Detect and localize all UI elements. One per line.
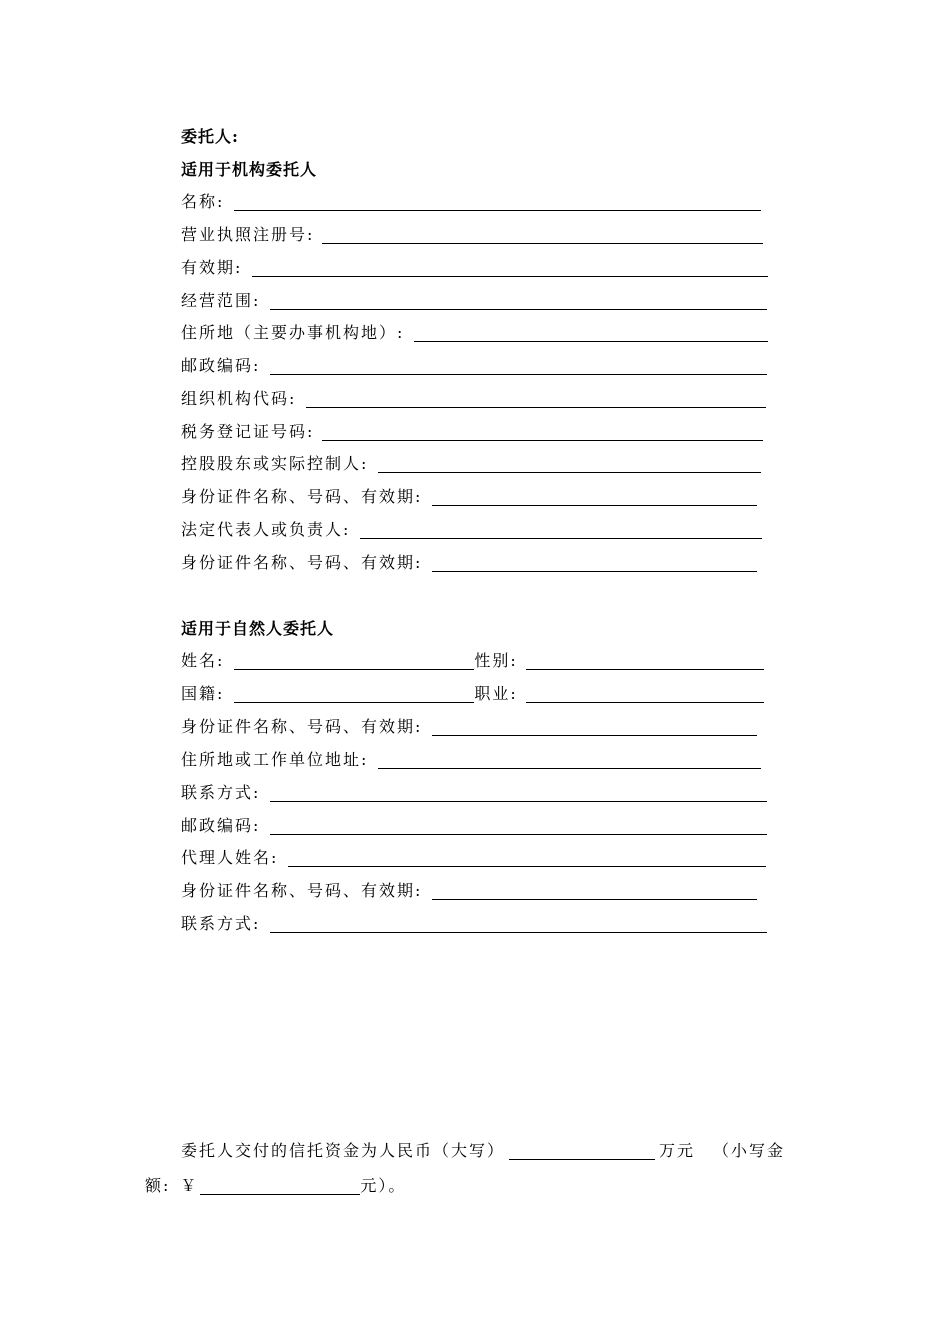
fill-in-line[interactable] bbox=[322, 424, 763, 441]
funds-line2-suffix: 元）。 bbox=[360, 1176, 407, 1195]
field-organization-code bbox=[181, 388, 766, 410]
fill-in-line[interactable] bbox=[270, 785, 767, 802]
funds-suffix-text: （小写金 bbox=[713, 1141, 786, 1160]
field-label: 代理人姓名: bbox=[181, 848, 279, 867]
individual-section-heading: 适用于自然人委托人 bbox=[181, 619, 335, 638]
field-representative-id-document bbox=[181, 552, 757, 574]
institution-section-heading: 适用于机构委托人 bbox=[181, 160, 318, 179]
fill-in-line[interactable] bbox=[234, 194, 761, 211]
field-business-scope bbox=[181, 290, 767, 312]
field-label: 控股股东或实际控制人: bbox=[181, 454, 369, 473]
field-individual-id-document bbox=[181, 716, 757, 738]
occupation-fill-in-line[interactable] bbox=[526, 686, 764, 703]
principal-heading: 委托人: bbox=[181, 127, 239, 146]
fill-in-line[interactable] bbox=[270, 293, 767, 310]
nationality-fill-in-line[interactable] bbox=[234, 686, 474, 703]
currency-symbol: ￥ bbox=[180, 1176, 199, 1195]
funds-unit-text: 万元 bbox=[659, 1141, 696, 1160]
field-label: 邮政编码: bbox=[181, 356, 261, 375]
amount-in-figures-line[interactable] bbox=[200, 1178, 360, 1195]
field-legal-representative bbox=[181, 519, 762, 541]
fill-in-line[interactable] bbox=[432, 489, 757, 506]
field-label: 经营范围: bbox=[181, 291, 261, 310]
fill-in-line[interactable] bbox=[252, 260, 768, 277]
fill-in-line[interactable] bbox=[360, 522, 762, 539]
field-label: 身份证件名称、号码、有效期: bbox=[181, 881, 423, 900]
funds-prefix-text: 委托人交付的信托资金为人民币（大写） bbox=[181, 1141, 506, 1160]
field-label: 营业执照注册号: bbox=[181, 225, 315, 244]
fill-in-line[interactable] bbox=[288, 850, 766, 867]
field-label: 联系方式: bbox=[181, 783, 261, 802]
amount-in-words-line[interactable] bbox=[509, 1143, 655, 1160]
trust-funds-line-2 bbox=[145, 1176, 406, 1196]
field-agent-contact bbox=[181, 913, 767, 935]
field-label: 邮政编码: bbox=[181, 816, 261, 835]
field-nationality-occupation bbox=[181, 683, 764, 705]
field-postal-code bbox=[181, 355, 767, 377]
field-domicile bbox=[181, 322, 768, 344]
trust-funds-line-1 bbox=[181, 1141, 785, 1161]
field-agent-name bbox=[181, 847, 766, 869]
fill-in-line[interactable] bbox=[378, 752, 761, 769]
fill-in-line[interactable] bbox=[432, 555, 757, 572]
fill-in-line[interactable] bbox=[270, 818, 767, 835]
fill-in-line[interactable] bbox=[270, 358, 767, 375]
field-label: 住所地或工作单位地址: bbox=[181, 750, 369, 769]
field-tax-registration-number bbox=[181, 421, 763, 443]
fill-in-line[interactable] bbox=[306, 391, 766, 408]
occupation-label: 职业: bbox=[474, 684, 518, 703]
nationality-label: 国籍: bbox=[181, 684, 225, 703]
fill-in-line[interactable] bbox=[270, 916, 767, 933]
field-label: 联系方式: bbox=[181, 914, 261, 933]
field-name-gender bbox=[181, 650, 764, 672]
field-label: 身份证件名称、号码、有效期: bbox=[181, 553, 423, 572]
field-label: 组织机构代码: bbox=[181, 389, 297, 408]
funds-line2-prefix: 额: bbox=[145, 1176, 171, 1195]
fill-in-line[interactable] bbox=[414, 325, 768, 342]
field-business-license-number bbox=[181, 224, 763, 246]
field-individual-contact bbox=[181, 782, 767, 804]
fill-in-line[interactable] bbox=[322, 227, 763, 244]
gender-label: 性别: bbox=[474, 651, 518, 670]
fill-in-line[interactable] bbox=[432, 719, 757, 736]
fill-in-line[interactable] bbox=[432, 883, 757, 900]
field-controlling-shareholder bbox=[181, 453, 761, 475]
gender-fill-in-line[interactable] bbox=[526, 653, 764, 670]
field-agent-id-document bbox=[181, 880, 757, 902]
field-label: 税务登记证号码: bbox=[181, 422, 315, 441]
field-validity-period bbox=[181, 257, 768, 279]
field-label: 住所地（主要办事机构地）: bbox=[181, 323, 405, 342]
field-individual-address bbox=[181, 749, 761, 771]
field-label: 身份证件名称、号码、有效期: bbox=[181, 487, 423, 506]
field-id-document bbox=[181, 486, 757, 508]
name-label: 姓名: bbox=[181, 651, 225, 670]
field-label: 有效期: bbox=[181, 258, 243, 277]
field-individual-postal-code bbox=[181, 815, 767, 837]
field-label: 身份证件名称、号码、有效期: bbox=[181, 717, 423, 736]
field-label: 法定代表人或负责人: bbox=[181, 520, 351, 539]
field-label: 名称: bbox=[181, 192, 225, 211]
name-fill-in-line[interactable] bbox=[234, 653, 474, 670]
fill-in-line[interactable] bbox=[378, 456, 761, 473]
field-institution-name bbox=[181, 191, 761, 213]
